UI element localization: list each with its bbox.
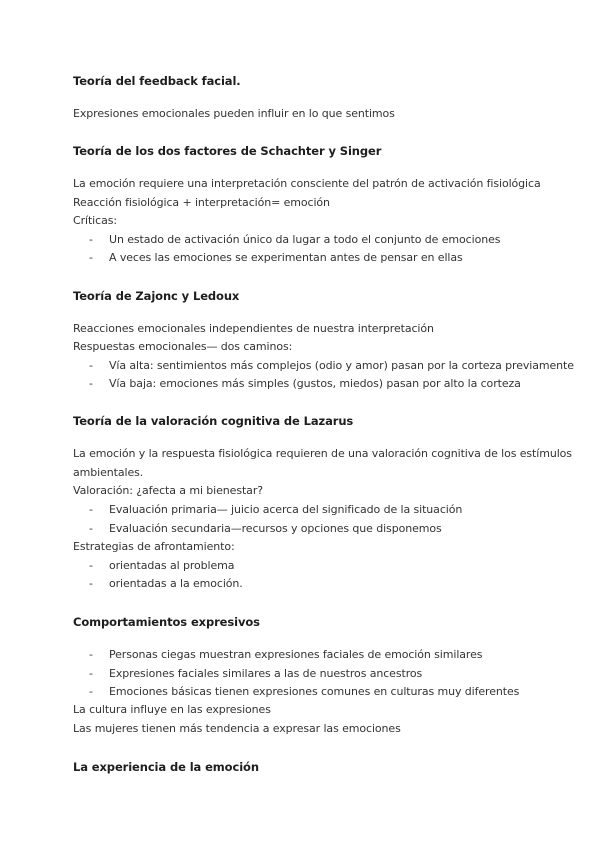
text-line: Reacciones emocionales independientes de nuestra interpretación bbox=[73, 322, 434, 335]
bullet-item bbox=[89, 251, 463, 264]
bullet-dash: - bbox=[89, 233, 93, 246]
text-line: Las mujeres tienen más tendencia a expresar las emociones bbox=[73, 722, 401, 735]
bullet-dash: - bbox=[89, 359, 93, 372]
text-line: Respuestas emocionales— dos caminos: bbox=[73, 340, 293, 353]
bullet-item bbox=[89, 685, 519, 698]
bullet-text: Evaluación secundaria—recursos y opciones que disponemos bbox=[109, 522, 442, 535]
section-heading-schachter-singer: Teoría de los dos factores de Schachter y Singer bbox=[73, 144, 382, 158]
section-heading-experiencia: La experiencia de la emoción bbox=[73, 760, 259, 774]
bullet-text: Personas ciegas muestran expresiones faciales de emoción similares bbox=[109, 648, 483, 661]
bullet-item bbox=[89, 503, 462, 516]
bullet-item bbox=[89, 377, 521, 390]
bullet-item bbox=[89, 667, 422, 680]
section-heading-feedback-facial: Teoría del feedback facial. bbox=[73, 74, 241, 88]
bullet-dash: - bbox=[89, 503, 93, 516]
bullet-text: Emociones básicas tienen expresiones comunes en culturas muy diferentes bbox=[109, 685, 520, 698]
bullet-item bbox=[89, 577, 243, 590]
bullet-text: Un estado de activación único da lugar a todo el conjunto de emociones bbox=[109, 233, 501, 246]
bullet-text: Vía baja: emociones más simples (gustos, miedos) pasan por alto la corteza bbox=[109, 377, 521, 390]
text-line: Valoración: ¿afecta a mi bienestar? bbox=[73, 484, 263, 497]
section-heading-lazarus: Teoría de la valoración cognitiva de Lazarus bbox=[73, 414, 354, 428]
text-line: Expresiones emocionales pueden influir en lo que sentimos bbox=[73, 107, 395, 120]
bullet-dash: - bbox=[89, 559, 93, 572]
bullet-dash: - bbox=[89, 377, 93, 390]
bullet-dash: - bbox=[89, 667, 93, 680]
text-line: La emoción y la respuesta fisiológica requieren de una valoración cognitiva de los estímulos bbox=[73, 447, 572, 460]
text-line: Estrategias de afrontamiento: bbox=[73, 540, 235, 553]
bullet-text: Vía alta: sentimientos más complejos (odio y amor) pasan por la corteza previamente bbox=[109, 359, 574, 372]
bullet-text: Evaluación primaria— juicio acerca del significado de la situación bbox=[109, 503, 463, 516]
bullet-text: Expresiones faciales similares a las de nuestros ancestros bbox=[109, 667, 423, 680]
bullet-text: orientadas al problema bbox=[109, 559, 235, 572]
bullet-dash: - bbox=[89, 522, 93, 535]
text-line: La cultura influye en las expresiones bbox=[73, 703, 271, 716]
text-line: Críticas: bbox=[73, 214, 117, 227]
section-heading-comportamientos: Comportamientos expresivos bbox=[73, 615, 260, 629]
bullet-dash: - bbox=[89, 251, 93, 264]
text-line: ambientales. bbox=[73, 466, 144, 479]
bullet-dash: - bbox=[89, 648, 93, 661]
bullet-text: A veces las emociones se experimentan antes de pensar en ellas bbox=[109, 251, 463, 264]
bullet-item bbox=[89, 359, 574, 372]
section-heading-zajonc-ledoux: Teoría de Zajonc y Ledoux bbox=[73, 289, 240, 303]
bullet-item bbox=[89, 559, 234, 572]
bullet-dash: - bbox=[89, 577, 93, 590]
text-line: Reacción fisiológica + interpretación= emoción bbox=[73, 196, 330, 209]
bullet-item bbox=[89, 648, 482, 661]
bullet-item bbox=[89, 522, 442, 535]
bullet-dash: - bbox=[89, 685, 93, 698]
text-line: La emoción requiere una interpretación consciente del patrón de activación fisiológica bbox=[73, 177, 541, 190]
bullet-item bbox=[89, 233, 500, 246]
bullet-text: orientadas a la emoción. bbox=[109, 577, 243, 590]
